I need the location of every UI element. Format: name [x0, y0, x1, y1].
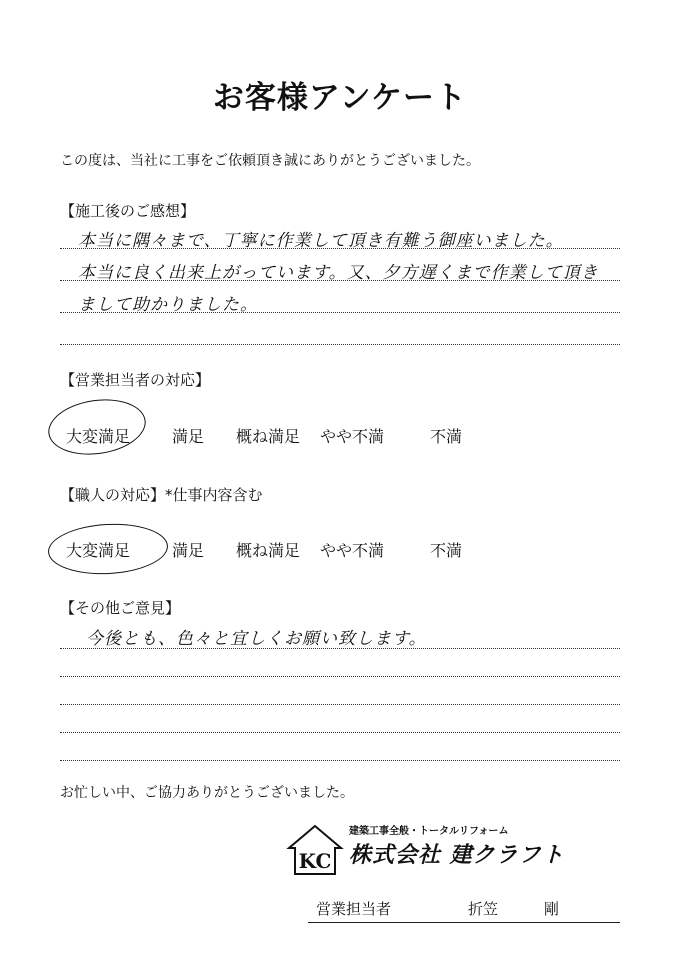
- option-very-satisfied[interactable]: 大変満足: [66, 427, 131, 446]
- answer-line: [60, 248, 620, 249]
- closing-text: お忙しい中、ご協力ありがとうございました。: [60, 785, 354, 801]
- option-very-satisfied[interactable]: 大変満足: [66, 541, 131, 560]
- option-mostly-satisfied[interactable]: 概ね満足: [236, 427, 301, 446]
- answer-line: [60, 344, 620, 345]
- signature-label: 営業担当者: [316, 900, 392, 918]
- answer-line: [60, 648, 620, 649]
- company-name: 株式会社 建クラフト: [349, 843, 565, 868]
- option-somewhat-dissatisfied[interactable]: やや不満: [320, 541, 385, 560]
- answer-line: [60, 312, 620, 313]
- craftsman-response-options: [60, 538, 620, 562]
- option-dissatisfied[interactable]: 不満: [430, 541, 463, 560]
- house-logo-icon: [285, 822, 345, 878]
- signature-given-name: 剛: [544, 900, 560, 918]
- impressions-heading: 【施工後のご感想】: [60, 202, 196, 220]
- answer-line: [60, 760, 620, 761]
- other-line-1: 今後とも、色々と宜しくお願い致します。: [86, 629, 427, 649]
- option-mostly-satisfied[interactable]: 概ね満足: [236, 541, 301, 560]
- answer-line: [60, 704, 620, 705]
- answer-line: [60, 676, 620, 677]
- craftsman-heading-note: *仕事内容含む: [165, 486, 263, 504]
- svg-text:KC: KC: [298, 849, 332, 873]
- sales-response-heading: 【営業担当者の対応】: [60, 371, 211, 389]
- page-title: お客様アンケート: [212, 80, 468, 116]
- craftsman-response-heading: [60, 484, 263, 505]
- answer-line: [60, 280, 620, 281]
- option-dissatisfied[interactable]: 不満: [430, 427, 463, 446]
- company-logo: [285, 820, 615, 880]
- other-heading: 【その他ご意見】: [60, 599, 181, 617]
- option-somewhat-dissatisfied[interactable]: やや不満: [320, 427, 385, 446]
- signature-line: [308, 898, 620, 923]
- intro-text: この度は、当社に工事をご依頼頂き誠にありがとうございました。: [60, 153, 480, 169]
- signature-family-name: 折笠: [468, 900, 499, 918]
- impressions-line-2: 本当に良く出来上がっています。又、夕方遅くまで作業して頂き: [78, 263, 599, 283]
- craftsman-heading-label: 【職人の対応】: [60, 486, 166, 504]
- option-satisfied[interactable]: 満足: [172, 541, 205, 560]
- option-satisfied[interactable]: 満足: [172, 427, 205, 446]
- impressions-line-3: まして助かりました。: [78, 295, 258, 315]
- company-tagline: 建築工事全般・トータルリフォーム: [349, 826, 509, 837]
- sales-response-options: [60, 424, 620, 448]
- impressions-line-1: 本当に隅々まで、丁寧に作業して頂き有難う御座いました。: [78, 231, 564, 251]
- answer-line: [60, 732, 620, 733]
